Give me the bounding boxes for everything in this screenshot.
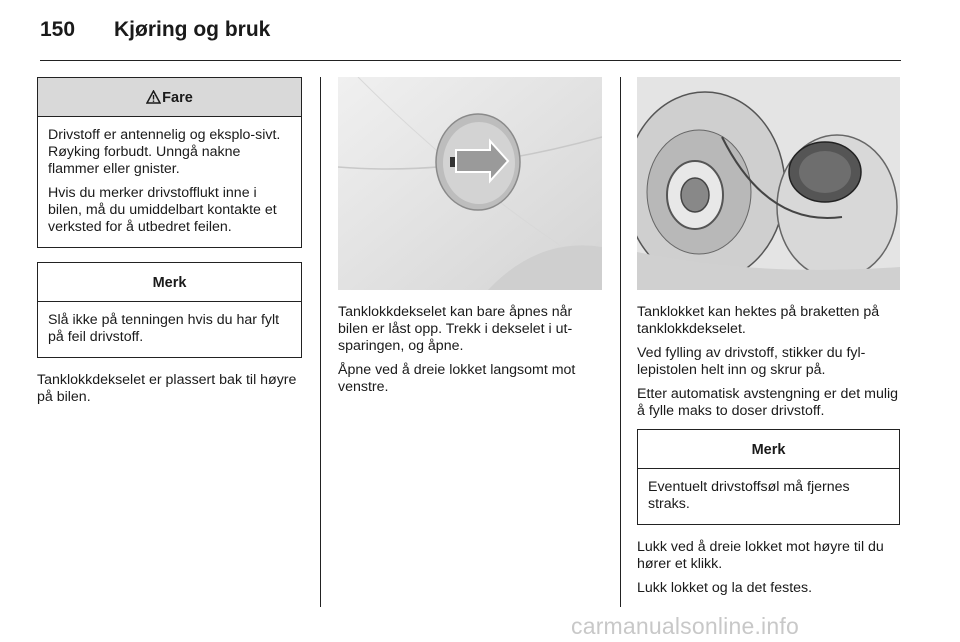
note-box [637,429,900,525]
body-text-2: Åpne ved å dreie lokket langsomt mot venstre. [338,362,576,395]
note-box-body [638,469,899,524]
warning-box-title: Fare [162,90,193,106]
warning-box [37,77,302,248]
chapter-title: Kjøring og bruk [114,18,271,41]
warning-box-body [38,117,301,247]
note-text: Slå ikke på tenningen hvis du har fylt på feil drivstoff. [48,312,280,345]
note-box-header: Merk [38,263,301,302]
body-text: Tanklokkdekselet er plassert bak til høyre på bilen. [37,372,297,405]
note-text: Eventuelt drivstoffsøl må fjernes straks. [648,479,850,512]
body-text-4: Lukk ved å dreie lokket mot høyre til du hører et klikk. [637,539,884,572]
body-text-2: Ved fylling av drivstoff, stikker du fyl-lepistolen helt inn og skrur på. [637,345,866,378]
note-box [37,262,302,358]
warning-box-header [38,78,301,117]
warning-paragraph-2: Hvis du merker drivstofflukt inne i bilen, må du umiddelbart kontakte et verksted for å utbedret feilen. [48,185,277,235]
warning-paragraph-1: Drivstoff er antennelig og eksplo-sivt. Røyking forbudt. Unngå nakne flammer eller gnister. [48,127,281,177]
fuel-flap-open-arrow-icon [338,77,602,290]
column-divider-right [620,77,621,607]
watermark: carmanualsonline.info [571,613,799,639]
warning-triangle-icon [146,80,161,120]
body-text-1: Tanklokket kan hektes på braketten på tanklokkdekselet. [637,304,880,337]
body-text-5: Lukk lokket og la det festes. [637,580,813,596]
column-3 [637,77,900,604]
column-2 [338,77,602,403]
page-number: 150 [40,18,76,41]
fuel-flap-figure [338,77,602,290]
page-header [40,18,270,48]
note-box-header: Merk [638,430,899,469]
note-box-body [38,302,301,357]
body-text-1: Tanklokkdekselet kan bare åpnes når bilen er låst opp. Trekk i dekselet i ut-sparingen, og åpne. [338,304,573,354]
column-1 [37,77,302,413]
header-divider [40,60,901,61]
column-divider-left [320,77,321,607]
fuel-cap-figure [637,77,900,290]
body-text-3: Etter automatisk avstengning er det mulig å fylle maks to doser drivstoff. [637,386,899,419]
fuel-cap-on-bracket-icon [637,77,900,290]
